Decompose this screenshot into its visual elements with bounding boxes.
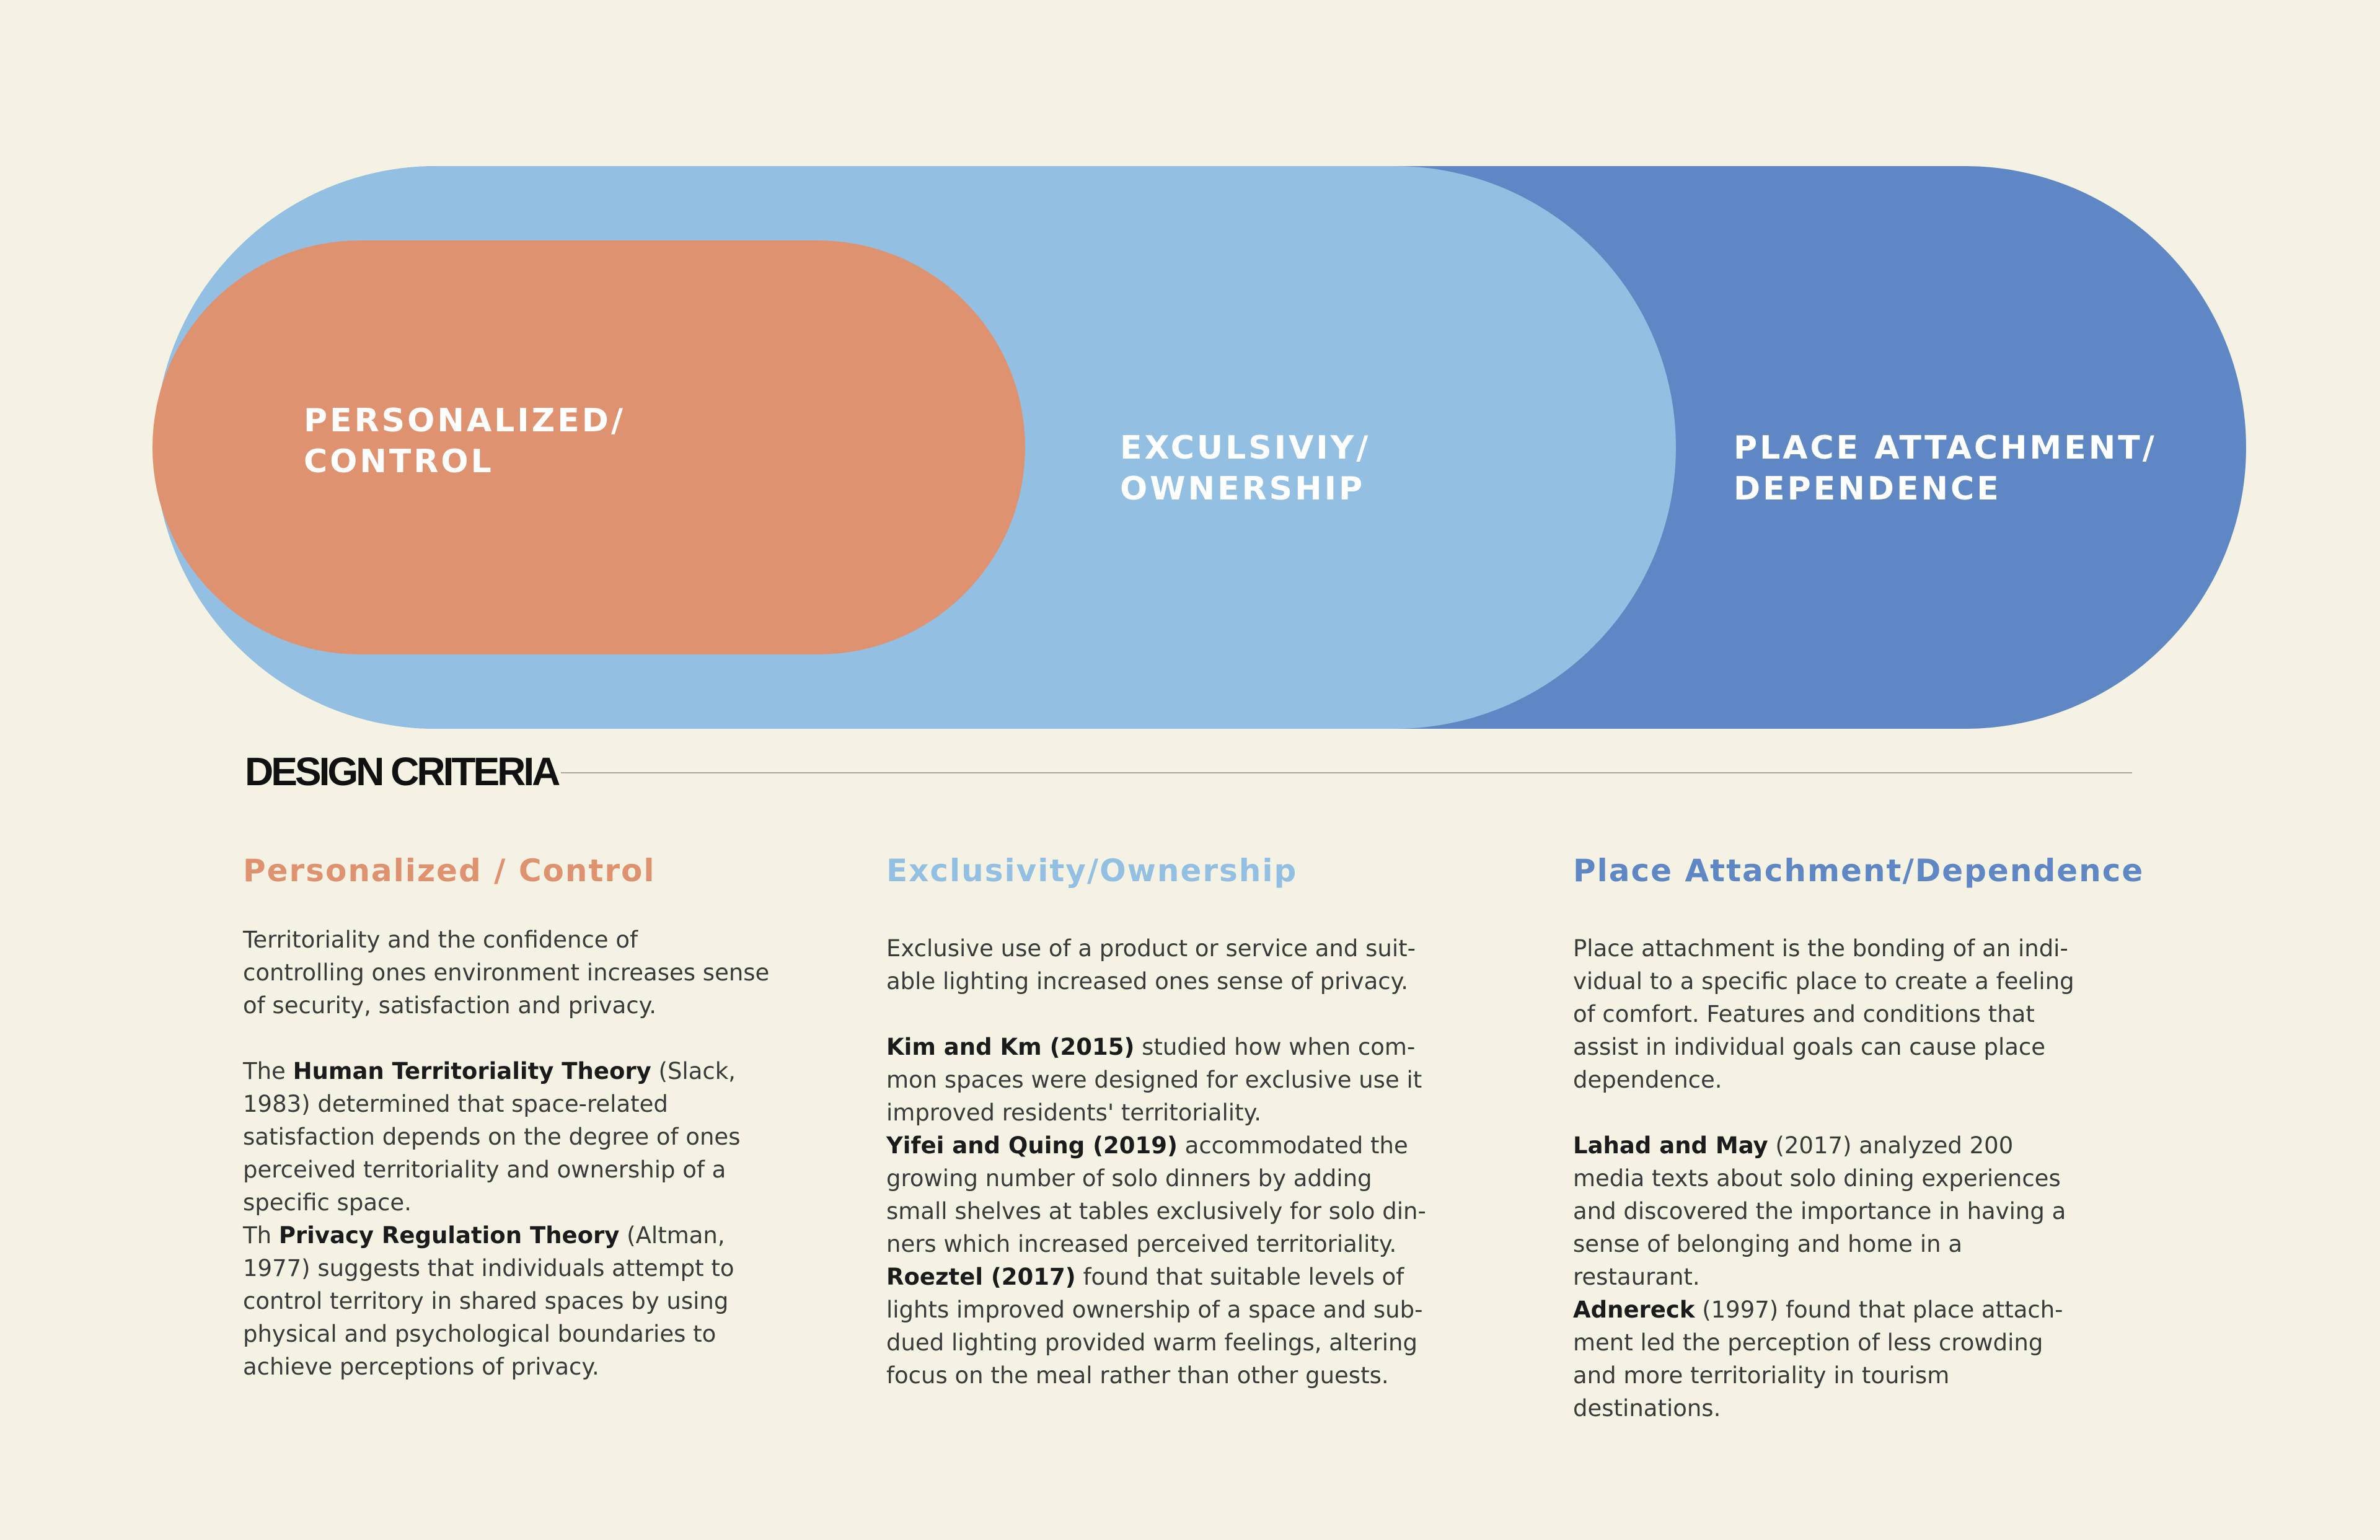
nested-pill-diagram bbox=[0, 0, 2380, 744]
text-line: perceived territoriality and ownership of a bbox=[243, 1156, 726, 1183]
pill-label-line: CONTROL bbox=[304, 443, 494, 480]
criteria-column-place-attachment bbox=[1573, 848, 2168, 1425]
pill-label-exclusivity bbox=[1120, 428, 1370, 509]
text-run: (1997) found that place attach- bbox=[1695, 1296, 2063, 1323]
text-run: (Slack, bbox=[651, 1058, 736, 1085]
column-intro bbox=[886, 932, 1481, 998]
criteria-column-personalized bbox=[243, 848, 838, 1383]
text-line bbox=[243, 1219, 838, 1252]
text-line: of comfort. Features and conditions that bbox=[1573, 1001, 2035, 1027]
pill-label-line: OWNERSHIP bbox=[1120, 470, 1365, 508]
text-line: growing number of solo dinners by adding bbox=[886, 1165, 1372, 1192]
text-line: vidual to a specific place to create a feeling bbox=[1573, 968, 2074, 995]
text-line: of security, satisfaction and privacy. bbox=[243, 992, 657, 1019]
criteria-column-exclusivity bbox=[886, 848, 1481, 1392]
citation: Adnereck bbox=[1573, 1296, 1695, 1323]
text-line: specific space. bbox=[243, 1189, 412, 1216]
text-line: lights improved ownership of a space and sub- bbox=[886, 1296, 1423, 1323]
text-line: able lighting increased ones sense of privacy. bbox=[886, 968, 1409, 995]
citation: Yifei and Quing (2019) bbox=[886, 1132, 1178, 1159]
text-line bbox=[1573, 1293, 2168, 1326]
text-line: mon spaces were designed for exclusive use it bbox=[886, 1067, 1422, 1093]
text-line: restaurant. bbox=[1573, 1264, 1700, 1290]
text-line: controlling ones environment increases sense bbox=[243, 959, 770, 986]
column-title: Personalized / Control bbox=[243, 853, 656, 889]
text-line: ners which increased perceived territoriality. bbox=[886, 1231, 1397, 1257]
citation: Lahad and May bbox=[1573, 1132, 1768, 1159]
text-line: destinations. bbox=[1573, 1395, 1721, 1422]
text-run: Th bbox=[243, 1222, 279, 1249]
column-title: Place Attachment/Dependence bbox=[1573, 853, 2144, 889]
text-line: Place attachment is the bonding of an indi- bbox=[1573, 935, 2068, 962]
text-run: The bbox=[243, 1058, 293, 1085]
text-line: sense of belonging and home in a bbox=[1573, 1231, 1962, 1257]
header-divider bbox=[561, 772, 2132, 773]
text-line: focus on the meal rather than other guests. bbox=[886, 1362, 1389, 1389]
theory-name: Human Territoriality Theory bbox=[293, 1058, 651, 1085]
pill-label-personalized bbox=[304, 400, 625, 482]
text-line: dued lighting provided warm feelings, altering bbox=[886, 1329, 1417, 1356]
citation: Roeztel (2017) bbox=[886, 1264, 1076, 1290]
column-intro bbox=[243, 923, 838, 1022]
text-line: and more territoriality in tourism bbox=[1573, 1362, 1950, 1389]
text-line: and discovered the importance in having a bbox=[1573, 1198, 2066, 1225]
text-line bbox=[243, 1055, 838, 1088]
pill-label-line: EXCULSIVIY/ bbox=[1120, 429, 1371, 467]
text-line: improved residents' territoriality. bbox=[886, 1099, 1261, 1126]
citation: Kim and Km (2015) bbox=[886, 1034, 1135, 1060]
text-line bbox=[886, 1261, 1481, 1293]
text-line bbox=[886, 1129, 1481, 1162]
theory-name: Privacy Regulation Theory bbox=[278, 1222, 620, 1249]
text-line: 1983) determined that space-related bbox=[243, 1091, 668, 1117]
text-line: control territory in shared spaces by using bbox=[243, 1288, 729, 1314]
pill-label-line: PLACE ATTACHMENT/ bbox=[1734, 429, 2157, 467]
text-line bbox=[1573, 1129, 2168, 1162]
column-title: Exclusivity/Ownership bbox=[886, 853, 1298, 889]
pill-label-place-attachment bbox=[1734, 428, 2157, 509]
text-line: dependence. bbox=[1573, 1067, 1722, 1093]
text-line: satisfaction depends on the degree of ones bbox=[243, 1124, 741, 1150]
text-line: physical and psychological boundaries to bbox=[243, 1321, 716, 1347]
pill-shapes bbox=[0, 0, 2380, 744]
text-line: ment led the perception of less crowding bbox=[1573, 1329, 2043, 1356]
text-line: achieve perceptions of privacy. bbox=[243, 1353, 599, 1380]
pill-label-line: DEPENDENCE bbox=[1734, 470, 2001, 508]
column-body bbox=[243, 1055, 838, 1383]
column-body bbox=[1573, 1129, 2168, 1425]
section-title: DESIGN CRITERIA bbox=[245, 749, 558, 794]
text-run: (Altman, bbox=[619, 1222, 725, 1249]
text-line: Territoriality and the confidence of bbox=[243, 926, 638, 953]
text-line: small shelves at tables exclusively for solo din- bbox=[886, 1198, 1426, 1225]
pill-label-line: PERSONALIZED/ bbox=[304, 402, 625, 439]
text-line: assist in individual goals can cause place bbox=[1573, 1034, 2046, 1060]
text-run: accommodated the bbox=[1177, 1132, 1408, 1159]
text-run: studied how when com- bbox=[1134, 1034, 1416, 1060]
text-run: found that suitable levels of bbox=[1075, 1264, 1404, 1290]
text-line bbox=[886, 1031, 1481, 1063]
column-intro bbox=[1573, 932, 2168, 1096]
text-line: 1977) suggests that individuals attempt to bbox=[243, 1255, 734, 1282]
text-line: media texts about solo dining experiences bbox=[1573, 1165, 2061, 1192]
text-run: (2017) analyzed 200 bbox=[1768, 1132, 2014, 1159]
column-body bbox=[886, 1031, 1481, 1392]
text-line: Exclusive use of a product or service and suit- bbox=[886, 935, 1416, 962]
